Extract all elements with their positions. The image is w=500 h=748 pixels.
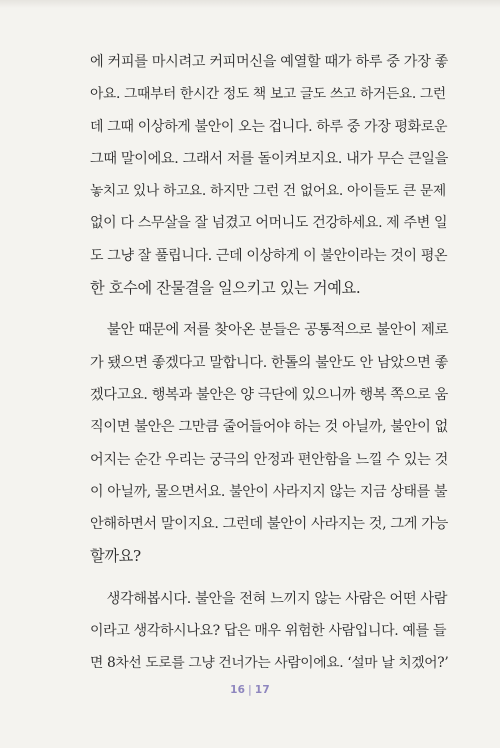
text-line: 겠다고요. 행복과 불안은 양 극단에 있으니까 행복 쪽으로 움 — [90, 386, 448, 403]
text-line: 할까요? — [90, 547, 141, 566]
right-page-number: 17 — [254, 684, 270, 696]
text-line: 한 호수에 잔물결을 일으키고 있는 거예요. — [90, 279, 361, 298]
paragraph-gap — [90, 304, 450, 314]
text-line: 없이 다 스무살을 잘 넘겼고 어머니도 건강하세요. 제 주변 일 — [90, 215, 448, 232]
text-line: 가 됐으면 좋겠다고 말합니다. 한톨의 불안도 안 남았으면 좋 — [90, 354, 448, 371]
paragraph-gap — [90, 573, 450, 583]
text-line: 불안 때문에 저를 찾아온 분들은 공통적으로 불안이 제로 — [90, 322, 449, 339]
text-line: 안해하면서 말이지요. 그런데 불안이 사라지는 것, 그게 가능 — [90, 516, 448, 533]
paragraph — [90, 583, 450, 680]
page-body — [90, 46, 450, 680]
left-page-number: 16 — [230, 684, 246, 696]
paragraph — [90, 314, 450, 572]
page-numbers — [0, 684, 500, 696]
text-line: 이 아닐까, 물으면서요. 불안이 사라지지 않는 지금 상태를 불 — [90, 483, 448, 500]
text-line: 그때 말이에요. 그래서 저를 돌이켜보지요. 내가 무슨 큰일을 — [90, 150, 448, 167]
page-number-separator: | — [248, 684, 252, 696]
text-line: 아요. 그때부터 한시간 정도 책 보고 글도 쓰고 하거든요. 그런 — [90, 86, 446, 103]
page-top-edge — [0, 0, 500, 8]
text-line: 면 8차선 도로를 그냥 건너가는 사람이에요. ‘설마 날 치겠어?’ — [90, 655, 449, 672]
text-line: 도 그냥 잘 풀립니다. 근데 이상하게 이 불안이라는 것이 평온 — [90, 247, 448, 264]
text-line: 놓치고 있나 하고요. 하지만 그런 건 없어요. 아이들도 큰 문제 — [90, 183, 446, 200]
text-line: 이라고 생각하시나요? 답은 매우 위험한 사람입니다. 예를 들 — [90, 623, 447, 640]
text-line: 에 커피를 마시려고 커피머신을 예열할 때가 하루 중 가장 좋 — [90, 54, 448, 70]
text-line: 데 그때 이상하게 불안이 오는 겁니다. 하루 중 가장 평화로운 — [90, 118, 448, 135]
text-line: 생각해봅시다. 불안을 전혀 느끼지 않는 사람은 어떤 사람 — [90, 590, 448, 607]
paragraph — [90, 46, 450, 304]
text-line: 어지는 순간 우리는 궁극의 안정과 편안함을 느낄 수 있는 것 — [90, 451, 448, 468]
text-line: 직이면 불안은 그만큼 줄어들어야 하는 것 아닐까, 불안이 없 — [90, 419, 448, 436]
